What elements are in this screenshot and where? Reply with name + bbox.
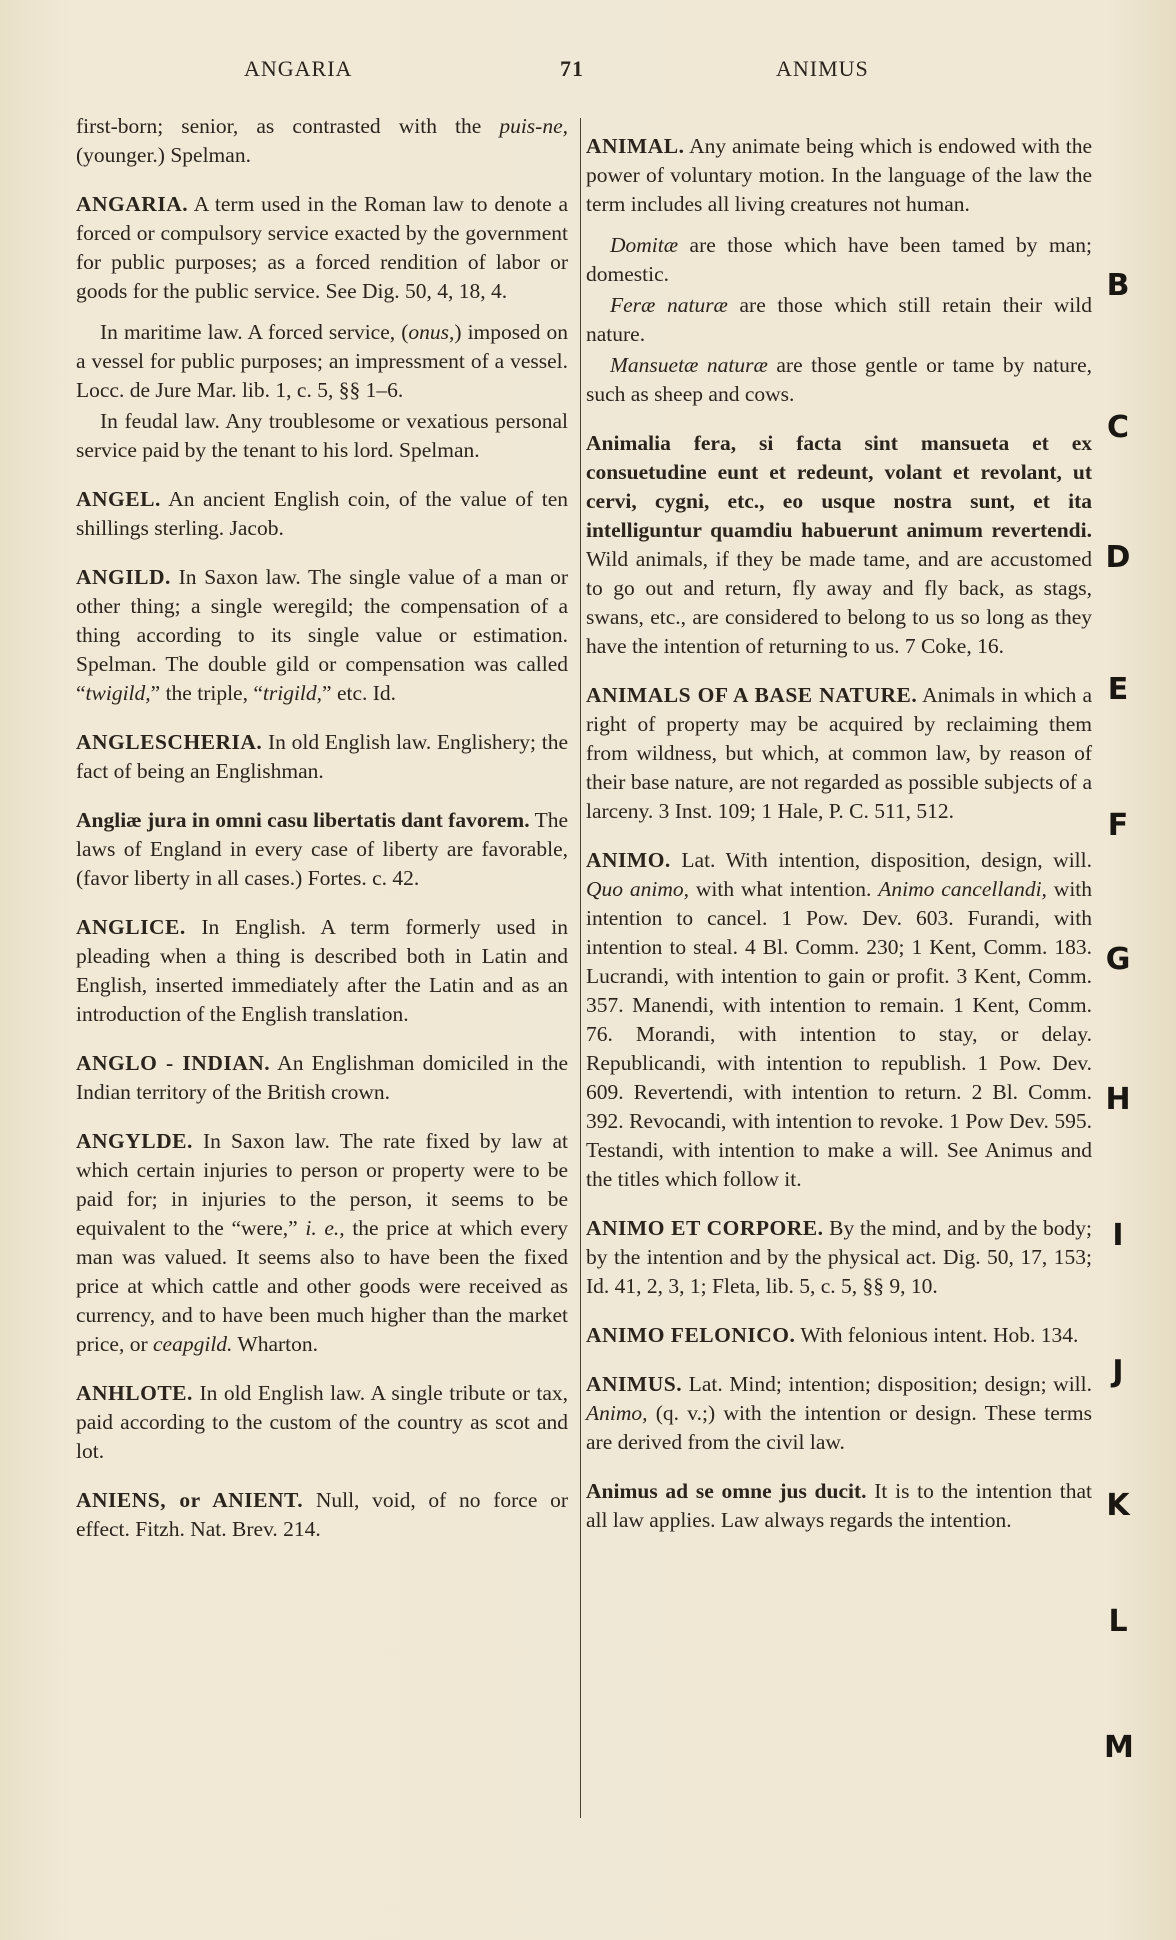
entry-text: A term used in the Roman law to denote a forced or compulsory service exacted by the government for public purposes; as a forced rendition of labor or goods for the public service. See Dig. 50, 4, 18, 4. xyxy=(76,192,568,303)
thumb-index-letter: J xyxy=(1112,1354,1124,1389)
entry-headword: ANGLO - INDIAN. xyxy=(76,1051,271,1075)
page-number: 71 xyxy=(560,56,584,81)
entry-text: ” the triple, “ xyxy=(150,681,263,705)
entry-headword: ANIMALS OF A BASE NATURE. xyxy=(586,683,918,707)
entry-text: Lat. Mind; intention; disposition; design; will. xyxy=(682,1372,1092,1396)
entry-text: are those gentle or tame by nature, such as sheep and cows. xyxy=(586,353,1092,406)
entry-headword: ANGARIA. xyxy=(76,192,189,216)
entry-headword: ANIENS, or ANIENT. xyxy=(76,1488,304,1512)
entry-text: Any animate being which is endowed with the power of voluntary motion. In the language of the law the term includes all living creatures not human. xyxy=(586,134,1092,216)
entry-headword: ANIMO ET CORPORE. xyxy=(586,1216,824,1240)
entry-text: (younger.) Spelman. xyxy=(76,143,251,167)
left-column xyxy=(76,112,568,1556)
entry-subparagraph xyxy=(586,291,1092,349)
italic-term: Domitæ xyxy=(610,233,679,257)
right-column xyxy=(586,112,1092,1547)
entry-headword: ANIMO FELONICO. xyxy=(586,1323,796,1347)
maxim-text: Animalia fera, si facta sint mansueta et ex consuetudine eunt et redeunt, volant et revolant, ut cervi, cygni, etc., eo usque nostra sunt, et ita intelliguntur quamdiu habuerunt animum revertendi. xyxy=(586,431,1092,542)
italic-term: trigild, xyxy=(262,681,323,705)
dictionary-entry xyxy=(76,1486,568,1544)
header-right-guideword: ANIMUS xyxy=(776,56,869,81)
thumb-index-letter: F xyxy=(1107,808,1129,843)
dictionary-entry xyxy=(76,1049,568,1107)
thumb-index-letter: C xyxy=(1106,410,1130,445)
entry-headword: ANHLOTE. xyxy=(76,1381,193,1405)
entry-subparagraph xyxy=(76,318,568,405)
entry-text: In Saxon law. The single value of a man or other thing; a single weregild; the compensation of a thing according to its single value or estimation. Spelman. The double gild or compensation was called “ xyxy=(76,565,568,705)
entry-text: ” etc. Id. xyxy=(322,681,397,705)
thumb-index-letter: K xyxy=(1106,1488,1130,1523)
thumb-index xyxy=(1100,0,1160,1940)
dictionary-entry xyxy=(586,681,1092,826)
entry-text: Wild animals, if they be made tame, and are accustomed to go out and return, fly away and fly back, as stags, swans, etc., are considered to belong to us so long as they have the intention of returning to us. 7 Coke, 16. xyxy=(586,547,1092,658)
continued-text xyxy=(76,112,568,170)
thumb-index-letter: G xyxy=(1105,942,1131,977)
entry-text: In English. A term formerly used in pleading when a thing is described both in Latin and English, inserted immediately after the Latin and as an introduction of the English translation. xyxy=(76,915,568,1026)
italic-term: ceapgild. xyxy=(153,1332,233,1356)
dictionary-entry xyxy=(586,132,1092,219)
entry-subparagraph xyxy=(586,351,1092,409)
entry-text: are those which have been tamed by man; domestic. xyxy=(586,233,1092,286)
column-divider xyxy=(580,118,581,1818)
entry-headword: ANIMO. xyxy=(586,848,671,872)
entry-text: With felonious intent. Hob. 134. xyxy=(795,1323,1079,1347)
entry-text: By the mind, and by the body; by the intention and by the physical act. Dig. 50, 17, 153; Id. 41, 2, 3, 1; Fleta, lib. 5, c. 5, §§ 9, 10. xyxy=(586,1216,1092,1298)
maxim-text: Angliæ jura in omni casu libertatis dant favorem. xyxy=(76,808,530,832)
dictionary-entry xyxy=(76,1379,568,1466)
italic-term: Animo cancellandi, xyxy=(878,877,1047,901)
thumb-index-letter: B xyxy=(1106,268,1130,303)
entry-text: ) imposed on a vessel for public purposes; an impressment of a vessel. Locc. de Jure Mar. lib. 1, c. 5, §§ 1–6. xyxy=(76,320,568,402)
thumb-index-letter: H xyxy=(1105,1082,1131,1117)
entry-text: (q. v.;) with the intention or design. These terms are derived from the civil law. xyxy=(586,1401,1092,1454)
entry-subparagraph xyxy=(76,407,568,465)
legal-maxim xyxy=(586,1477,1092,1535)
dictionary-entry xyxy=(586,1214,1092,1301)
header-left-guideword: ANGARIA xyxy=(244,56,353,81)
entry-text: The laws of England in every case of liberty are favorable, (favor liberty in all cases.) Fortes. c. 42. xyxy=(76,808,569,890)
entry-text: Wharton. xyxy=(232,1332,319,1356)
entry-text: Animals in which a right of property may be acquired by reclaiming them from wildness, but which, at common law, by reason of their base nature, are not regarded as possible subjects of a larceny. 3 Inst. 109; 1 Hale, P. C. 511, 512. xyxy=(586,683,1092,823)
italic-term: i. e., xyxy=(305,1216,345,1240)
dictionary-entry xyxy=(76,563,568,708)
entry-text: It is to the intention that all law applies. Law always regards the intention. xyxy=(586,1479,1092,1532)
entry-text: are those which still retain their wild nature. xyxy=(586,293,1092,346)
entry-subparagraph xyxy=(586,231,1092,289)
maxim-text: Animus ad se omne jus ducit. xyxy=(586,1479,867,1503)
italic-term: Animo, xyxy=(586,1401,648,1425)
italic-term: Mansuetæ naturæ xyxy=(610,353,768,377)
entry-text: with what intention. xyxy=(689,877,879,901)
entry-text: In maritime law. A forced service, ( xyxy=(100,320,409,344)
legal-maxim xyxy=(586,429,1092,661)
entry-headword: ANIMUS. xyxy=(586,1372,683,1396)
dictionary-entry xyxy=(76,913,568,1029)
entry-headword: ANGLESCHERIA. xyxy=(76,730,263,754)
thumb-index-letter: E xyxy=(1107,672,1129,707)
running-header xyxy=(0,56,1176,92)
entry-text: the price at which every man was valued. It seems also to have been the fixed price at which cattle and other goods were received as currency, and to have been much higher than the market price, or xyxy=(76,1216,568,1356)
dictionary-entry xyxy=(586,1370,1092,1457)
entry-headword: ANIMAL. xyxy=(586,134,685,158)
thumb-index-letter: M xyxy=(1104,1730,1134,1765)
entry-text: In old English law. A single tribute or tax, paid according to the custom of the country as scot and lot. xyxy=(76,1381,568,1463)
entry-text: with intention to cancel. 1 Pow. Dev. 603. Furandi, with intention to steal. 4 Bl. Comm. 230; 1 Kent, Comm. 183. Lucrandi, with intention to gain or profit. 3 Kent, Comm. 357. Manendi, with intention to remain. 1 Kent, Comm. 76. Morandi, with intention to stay, or delay. Republicandi, with intention to republish. 1 Pow. Dev. 609. Revertendi, with intention to return. 2 Bl. Comm. 392. Revocandi, with intention to revoke. 1 Pow Dev. 595. Testandi, with intention to make a will. See Animus and the titles which follow it. xyxy=(586,877,1093,1191)
italic-term: Quo animo, xyxy=(586,877,690,901)
entry-headword: ANGLICE. xyxy=(76,915,186,939)
entry-headword: ANGYLDE. xyxy=(76,1129,193,1153)
italic-term: twigild, xyxy=(85,681,151,705)
entry-text: In feudal law. Any troublesome or vexatious personal service paid by the tenant to his lord. Spelman. xyxy=(76,409,568,462)
entry-text: In old English law. Englishery; the fact of being an Englishman. xyxy=(76,730,568,783)
entry-text: first-born; senior, as contrasted with the xyxy=(76,114,500,138)
entry-headword: ANGEL. xyxy=(76,487,161,511)
dictionary-entry xyxy=(76,190,568,306)
italic-term: onus, xyxy=(408,320,455,344)
dictionary-entry xyxy=(76,1127,568,1359)
entry-headword: ANGILD. xyxy=(76,565,171,589)
dictionary-entry xyxy=(76,728,568,786)
dictionary-entry xyxy=(76,485,568,543)
entry-text: An ancient English coin, of the value of ten shillings sterling. Jacob. xyxy=(76,487,568,540)
entry-text: In Saxon law. The rate fixed by law at which certain injuries to person or property were to be paid for; in injuries to the person, it seems to be equivalent to the “were,” xyxy=(76,1129,568,1240)
entry-text: Null, void, of no force or effect. Fitzh. Nat. Brev. 214. xyxy=(76,1488,568,1541)
dictionary-entry xyxy=(586,1321,1092,1350)
entry-text: An Englishman domiciled in the Indian territory of the British crown. xyxy=(76,1051,568,1104)
thumb-index-letter: D xyxy=(1105,540,1131,575)
italic-term: Feræ naturæ xyxy=(610,293,728,317)
thumb-index-letter: I xyxy=(1112,1218,1124,1253)
thumb-index-letter: L xyxy=(1108,1604,1128,1639)
italic-term: puis-ne, xyxy=(499,114,568,138)
entry-text: Lat. With intention, disposition, design, will. xyxy=(670,848,1092,872)
legal-maxim xyxy=(76,806,568,893)
dictionary-entry xyxy=(586,846,1092,1194)
